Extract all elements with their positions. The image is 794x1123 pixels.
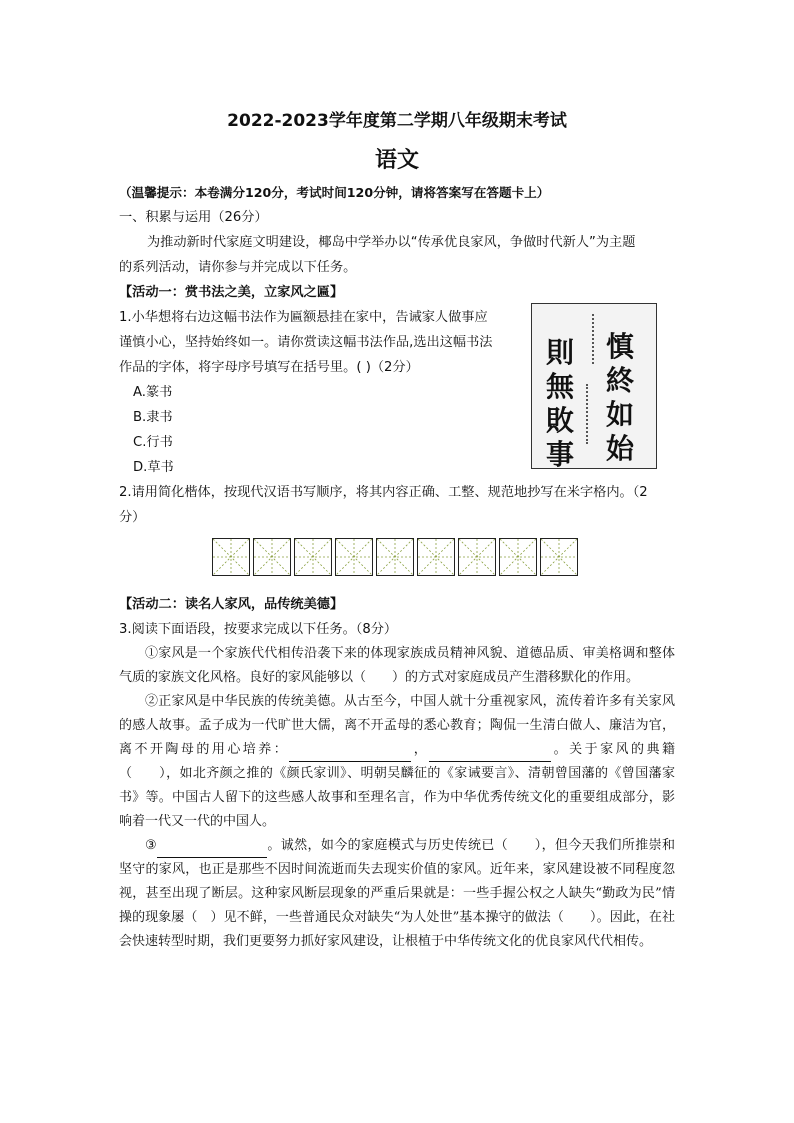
mizi-cell[interactable] [253,538,291,576]
q1-line-1: 1.小华想将右边这幅书法作为匾额悬挂在家中，告诫家人做事应 [119,310,488,325]
calligraphy-char: 終 [606,364,635,397]
calligraphy-char: 敗 [546,404,575,437]
calligraphy-char: 如 [606,398,635,431]
passage [119,642,675,954]
answer-blank[interactable] [429,747,551,762]
intro-line-1: 为推动新时代家庭文明建设，椰岛中学举办以“传承优良家风，争做时代新人”为主题 [147,235,636,250]
calligraphy-char: 無 [546,370,575,403]
answer-blank[interactable] [157,843,267,858]
q2-line-1: 2.请用简化楷体，按现代汉语书写顺序，将其内容正确、工整、规范地抄写在米字格内。（2 [119,485,648,500]
exam-tip: （温馨提示：本卷满分120分，考试时间120分钟，请将答案写在答题卡上） [119,185,550,200]
option-a: A.篆书 [133,385,173,400]
mizi-cell[interactable] [335,538,373,576]
calligraphy-char: 慎 [606,330,635,363]
option-b: B.隶书 [133,410,173,425]
mizi-cell[interactable] [417,538,455,576]
calligraphy-image [531,303,657,469]
passage-paragraph-2: ②正家风是中华民族的传统美德。从古至今，中国人就十分重视家风，流传着许多有关家风的感人故事。孟子成为一代旷世大儒，离不开孟母的悉心教育；陶侃一生清白做人、廉洁为官，离不开陶母的用心培养： ， 。关于家风的典籍（ ），如北齐颜之推的《颜氏家训》、明朝吴麟征的《家诫要言》、清朝曾国藩的《曾国藩家书》等。中国古人留下的这些感人故事和至理名言，作为中华优秀传统文化的重要组成部分，影响着一代又一代的中国人。 [119,694,675,829]
calligraphy-char: 事 [546,438,575,471]
calligraphy-char: 始 [606,432,635,465]
section-heading: 一、积累与运用（26分） [119,210,268,225]
intro-line-2: 的系列活动，请你参与并完成以下任务。 [119,260,357,275]
calligraphy-char: 則 [546,336,575,369]
passage-paragraph-3: ③ 。诚然，如今的家庭模式与历史传统已（ ），但今天我们所推崇和坚守的家风，也正是那些不因时间流逝而失去现实价值的家风。近年来，家风建设被不同程度忽视，甚至出现了断层。这种家风断层现象的严重后果就是：一些手握公权之人缺失“勤政为民”情操的现象屡（ ）见不鲜，一些普通民众对缺失“为人处世”基本操守的做法（ ）。因此，在社会快速转型时期，我们更要努力抓好家风建设，让根植于中华传统文化的优良家风代代相传。 [119,838,675,949]
exam-title: 2022-2023学年度第二学期八年级期末考试 [227,111,567,131]
mizi-grid [212,538,581,576]
q1-line-2: 谨慎小心，坚持始终如一。请你赏读这幅书法作品,选出这幅书法 [119,335,493,350]
activity1-heading: 【活动一：赏书法之美，立家风之匾】 [119,285,344,300]
q2-line-2: 分） [119,510,146,525]
q1-line-3: 作品的字体，将字母序号填写在括号里。( )（2分） [119,360,419,375]
inscription-mark [586,384,592,444]
mizi-cell[interactable] [212,538,250,576]
mizi-cell[interactable] [540,538,578,576]
subject-title: 语文 [374,148,419,173]
mizi-cell[interactable] [458,538,496,576]
mizi-cell[interactable] [499,538,537,576]
mizi-cell[interactable] [376,538,414,576]
option-c: C.行书 [133,435,173,450]
passage-paragraph-1: ①家风是一个家族代代相传沿袭下来的体现家族成员精神风貌、道德品质、审美格调和整体气质的家族文化风格。良好的家风能够以（ ）的方式对家庭成员产生潜移默化的作用。 [119,646,675,685]
option-d: D.草书 [133,460,174,475]
activity2-heading: 【活动二：读名人家风，品传统美德】 [119,597,344,612]
q3-prompt: 3.阅读下面语段，按要求完成以下任务。（8分） [119,622,398,637]
answer-blank[interactable] [289,747,411,762]
mizi-cell[interactable] [294,538,332,576]
seal-stamp [592,314,598,364]
